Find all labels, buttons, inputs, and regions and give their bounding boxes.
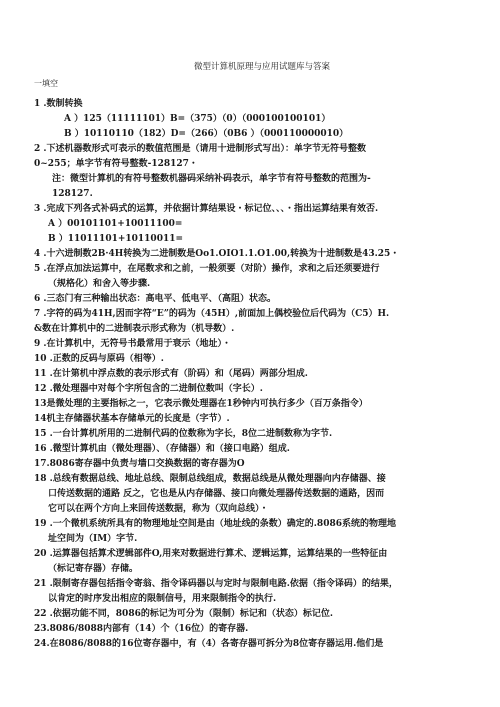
text-line: 1 .数制转换 (34, 99, 83, 109)
text-line: 22 .依据功能不同，8086的标记为可分为（限制）标记和（状态）标记位. (34, 609, 333, 619)
text-line: 口传送数据的通路 反之，它也是从内存储器、接口向微处理器传送数据的通路，因而 (48, 489, 385, 499)
text-line: 9 .在计算机中，无符号书最常用于衰示（地址）・ (34, 339, 232, 349)
text-line: 12 .微处理器中对每个字所包含的二进制位数叫（字长）. (34, 384, 263, 394)
text-line: 19 .一个微机系统所具有的物理地址空间是由（地址线的条数）确定的.8086系统的物理地 (34, 519, 396, 529)
text-line: 24.在8086/8088的16位寄存器中，有（4）各寄存器可拆分为8位寄存器运用.他们是 (34, 639, 384, 649)
text-line: 23.8086/8088内部有（14）个（16位）的寄存器. (34, 624, 249, 634)
text-line: 17.8086寄存器中负责与墙口交换数据的寄存器为O (34, 459, 245, 469)
text-line: 址空间为（IM）字节. (48, 534, 138, 544)
question-list (34, 97, 470, 652)
text-line: B ）11011101+10110011= (48, 234, 184, 244)
text-line: 21 .限制寄存器包括指令寄翁、指令译码器以与定时与限制电路.依据（指令译码）的结果， (34, 579, 398, 589)
document-title: 微型计算机原理与应用试题库与答案 (193, 62, 330, 72)
text-line: 5 .在浮点加法运算中，在尾数求和之前，一般须要（对阶）操作，求和之后还须要进行 (34, 264, 380, 274)
text-line: 128127. (52, 189, 93, 199)
text-line: 16 .微型计算机由（微处理器）、（存储器）和（接口电路）组成. (34, 444, 290, 454)
text-line: 7 .字符的码为41H,因而字符“E”的码为（45H）,前面加上偶校验位后代码为（C5）H. (34, 309, 390, 319)
text-line: &数在计算机中的二进制表示形式称为（机导数）. (34, 324, 235, 334)
text-line: 0~255；单字节有符号整数-128127・ (34, 159, 198, 169)
text-line: 11 .在计第机中浮点数的表示形式有（阶码）和（尾码）两部分坦成. (34, 369, 308, 379)
text-line: 注：微型计算机的有符号整数机器码采纳补码表示，单字节有符号整数的范围为- (52, 174, 371, 184)
text-line: 2 .下述机器数形式可表示的数值范围是（请用十进制形式写出）：单字节无符号整数 (34, 144, 367, 154)
text-line: 15 .一台计算机所用的二进制代码的位数称为字长，8位二进制数称为字节. (34, 429, 333, 439)
text-line: 6 .三态门有三种输出状态：高电平、低电平、（高阻）状态。 (34, 294, 277, 304)
text-line: （规格化）和舍入等步骤. (48, 279, 151, 289)
text-line: 它可以在两个方向上来回传送数据，称为（双向总线）・ (48, 504, 269, 514)
text-line: 3 .完成下列各式补码式的运算，并依据计算结果设・标记位、、、・指出运算结果有效否. (34, 204, 379, 214)
text-line: （标记寄存器）存储。 (48, 564, 139, 574)
text-line: B ）10110110（182）D=（266）（0B6 ）（000110000010） (64, 129, 349, 139)
text-line: 20 .运算器包括算术逻辑部件O,用来对数据进行算术、逻辑运算，运算结果的一些特征由 (34, 549, 388, 559)
text-line: 4 .十六进制数2B·4H转换为二进制数是Oo1.OIO1.1.O1.00,转换为十进制数是43.25・ (34, 249, 400, 259)
text-line: 以肯定的时序发出相应的限制信号，用来限制指令的执行. (48, 594, 277, 604)
text-line: A ）00101101+10011100= (48, 219, 183, 229)
section-heading: 一填空 (34, 79, 58, 88)
text-line: 18 .总线有数据总线、地址总线、限制总线组成，数据总线是从微处理器向内存储器、接 (34, 474, 386, 484)
text-line: 13是微处理的主要指标之一，它表示微处理器在1秒钟内可执行多少（百万条指令） (34, 399, 368, 409)
text-line: 10 .正数的反码与原码（相等）. (34, 354, 164, 364)
text-line: A ）125（11111101）B=（375）（0）（000100100101） (64, 114, 331, 124)
text-line: 14机主存储器状基本存储单元的长度是（字节）. (34, 414, 230, 424)
